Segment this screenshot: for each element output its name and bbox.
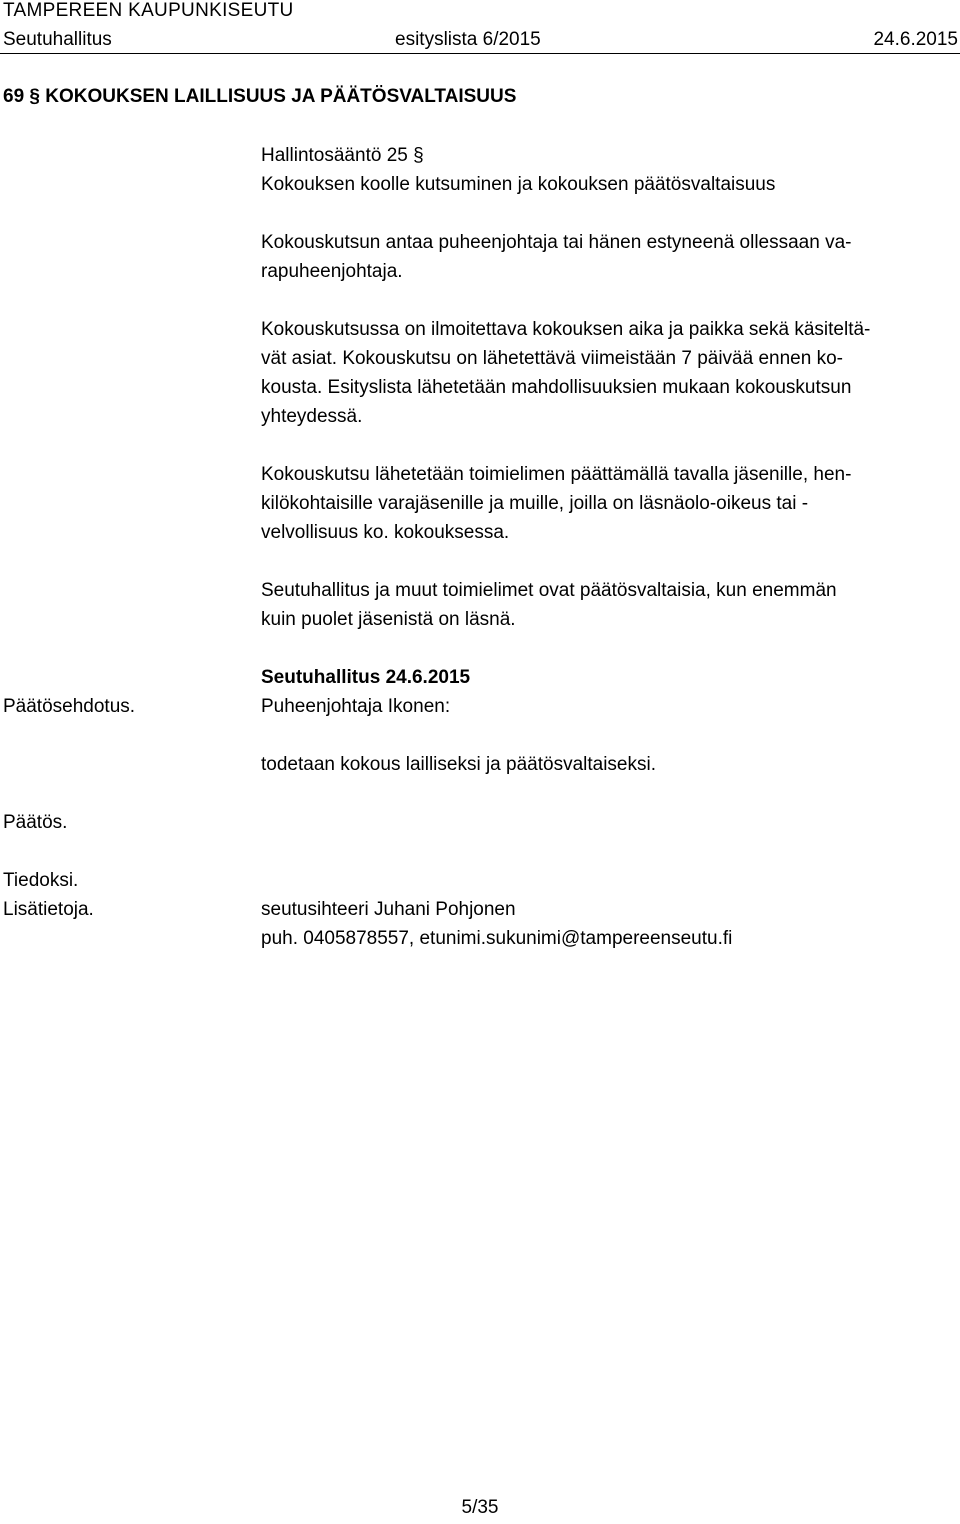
paragraph-line: yhteydessä. (261, 406, 363, 427)
paragraph-line: rapuheenjohtaja. (261, 261, 403, 282)
header-organization: TAMPEREEN KAUPUNKISEUTU (3, 0, 294, 21)
decision-label: Päätös. (3, 812, 68, 833)
header-row (3, 27, 958, 53)
paragraph-line: Kokouskutsun antaa puheenjohtaja tai hänen estyneenä ollessaan va- (261, 232, 852, 253)
header-date: 24.6.2015 (873, 29, 958, 50)
paragraph-1 (261, 228, 941, 286)
notice-label: Tiedoksi. (3, 870, 79, 891)
paragraph-4 (261, 576, 941, 634)
contact-details: puh. 0405878557, etunimi.sukunimi@tampereenseutu.fi (261, 928, 733, 949)
header-divider (0, 53, 960, 54)
contact-name: seutusihteeri Juhani Pohjonen (261, 899, 516, 920)
paragraph-3 (261, 460, 941, 547)
paragraph-line: Kokouskutsu lähetetään toimielimen päättämällä tavalla jäsenille, hen- (261, 464, 852, 485)
page-number: 5/35 (461, 1497, 499, 1518)
paragraph-line: kousta. Esityslista lähetetään mahdollisuuksien mukaan kokouskutsun (261, 377, 852, 398)
paragraph-line: vät asiat. Kokouskutsu on lähetettävä viimeistään 7 päivää ennen ko- (261, 348, 843, 369)
proposal-text: todetaan kokous lailliseksi ja päätösvaltaiseksi. (261, 754, 656, 775)
reference-block (261, 141, 941, 199)
reference-line: Kokouksen koolle kutsuminen ja kokouksen päätösvaltaisuus (261, 174, 776, 195)
item-title: 69 § KOKOUKSEN LAILLISUUS JA PÄÄTÖSVALTAISUUS (3, 86, 517, 107)
paragraph-line: Seutuhallitus ja muut toimielimet ovat päätösvaltaisia, kun enemmän (261, 580, 837, 601)
proposal-meeting: Seutuhallitus 24.6.2015 (261, 667, 471, 688)
reference-line: Hallintosääntö 25 § (261, 145, 424, 166)
paragraph-line: Kokouskutsussa on ilmoitettava kokouksen aika ja paikka sekä käsiteltä- (261, 319, 871, 340)
paragraph-line: kuin puolet jäsenistä on läsnä. (261, 609, 516, 630)
more-info-label: Lisätietoja. (3, 899, 94, 920)
header-body: Seutuhallitus (3, 29, 112, 50)
paragraph-line: kilökohtaisille varajäsenille ja muille, joilla on läsnäolo-oikeus tai - (261, 493, 809, 514)
proposal-presenter: Puheenjohtaja Ikonen: (261, 696, 451, 717)
header-document: esityslista 6/2015 (395, 29, 541, 50)
paragraph-line: velvollisuus ko. kokouksessa. (261, 522, 510, 543)
paragraph-2 (261, 315, 941, 431)
proposal-label: Päätösehdotus. (3, 696, 136, 717)
